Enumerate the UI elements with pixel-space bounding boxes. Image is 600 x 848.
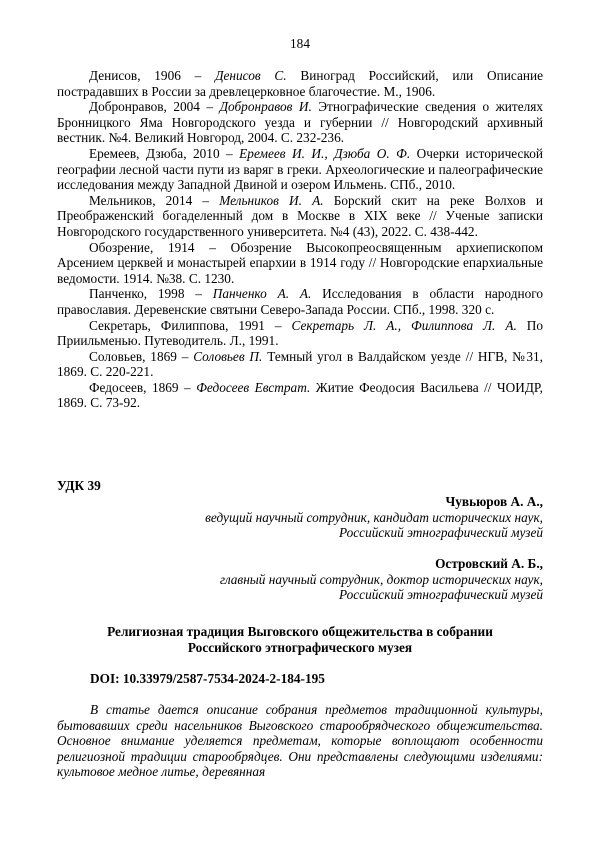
reference-list	[57, 68, 543, 411]
reference-item: Добронравов, 2004 – Добронравов И. Этнографические сведения о жителях Бронницкого Яма Новгородского уезда и губернии // Новгородский архивный вестник. №4. Великий Новгород, 2004. С. 232-236.	[57, 99, 543, 146]
reference-item: Еремеев, Дзюба, 2010 – Еремеев И. И., Дзюба О. Ф. Очерки исторической географии лесной части пути из варяг в греки. Археологические и палеографические исследования между Западной Двиной и озером Ильмень. СПб., 2010.	[57, 145, 543, 193]
author-name: Чувьюров А. А.,	[445, 494, 543, 509]
author-block	[123, 556, 543, 603]
author-affiliation: Российский этнографический музей	[338, 587, 543, 603]
reference-item: Панченко, 1998 – Панченко А. А. Исследования в области народного православия. Деревенские святыни Северо-Запада России. СПб., 1998. 320 с.	[57, 286, 543, 317]
author-block	[123, 494, 543, 541]
reference-item: Федосеев, 1869 – Федосеев Евстрат. Житие Феодосия Васильева // ЧОИДР, 1869. С. 73-92.	[57, 379, 543, 411]
reference-item: Секретарь, Филиппова, 1991 – Секретарь Л. А., Филиппова Л. А. По Приильменью. Путеводитель. Л., 1991.	[57, 317, 543, 349]
article-title: Религиозная традиция Выговского общежительства в собрании Российского этнографического музея	[107, 624, 493, 655]
author-position: главный научный сотрудник, доктор исторических наук,	[219, 571, 543, 587]
reference-item: Обозрение, 1914 – Обозрение Высокопреосвященным архиепископом Арсением церквей и монастырей епархии в 1914 году // Новгородские епархиальные ведомости. 1914. №38. С. 1230.	[57, 239, 543, 286]
udk-code: УДК 39	[57, 478, 101, 493]
page-number: 184	[290, 36, 310, 51]
reference-item: Денисов, 1906 – Денисов С. Виноград Российский, или Описание пострадавших в России за древлецерковное благочестие. М., 1906.	[57, 68, 543, 99]
doi: DOI: 10.33979/2587-7534-2024-2-184-195	[90, 671, 325, 686]
author-name: Островский А. Б.,	[435, 556, 543, 571]
author-position: ведущий научный сотрудник, кандидат исторических наук,	[205, 509, 543, 525]
reference-item: Мельников, 2014 – Мельников И. А. Борский скит на реке Волхов и Преображенский богаделенный дом в Москве в XIX веке // Ученые записки Новгородского государственного университета. №4 (43), 2022. С. 438-442.	[57, 192, 544, 239]
abstract: В статье дается описание собрания предметов традиционной культуры, бытовавших среди насельников Выговского старообрядческого общежительства. Основное внимание уделяется предметам, которые воплощают особенности религиозной традиции старообрядцев. Они представлены следующими изделиями: культовое медное литье, деревянная	[57, 702, 543, 780]
author-affiliation: Российский этнографический музей	[338, 525, 543, 541]
reference-item: Соловьев, 1869 – Соловьев П. Темный угол в Валдайском уезде // НГВ, №31, 1869. С. 220-221.	[57, 348, 543, 380]
